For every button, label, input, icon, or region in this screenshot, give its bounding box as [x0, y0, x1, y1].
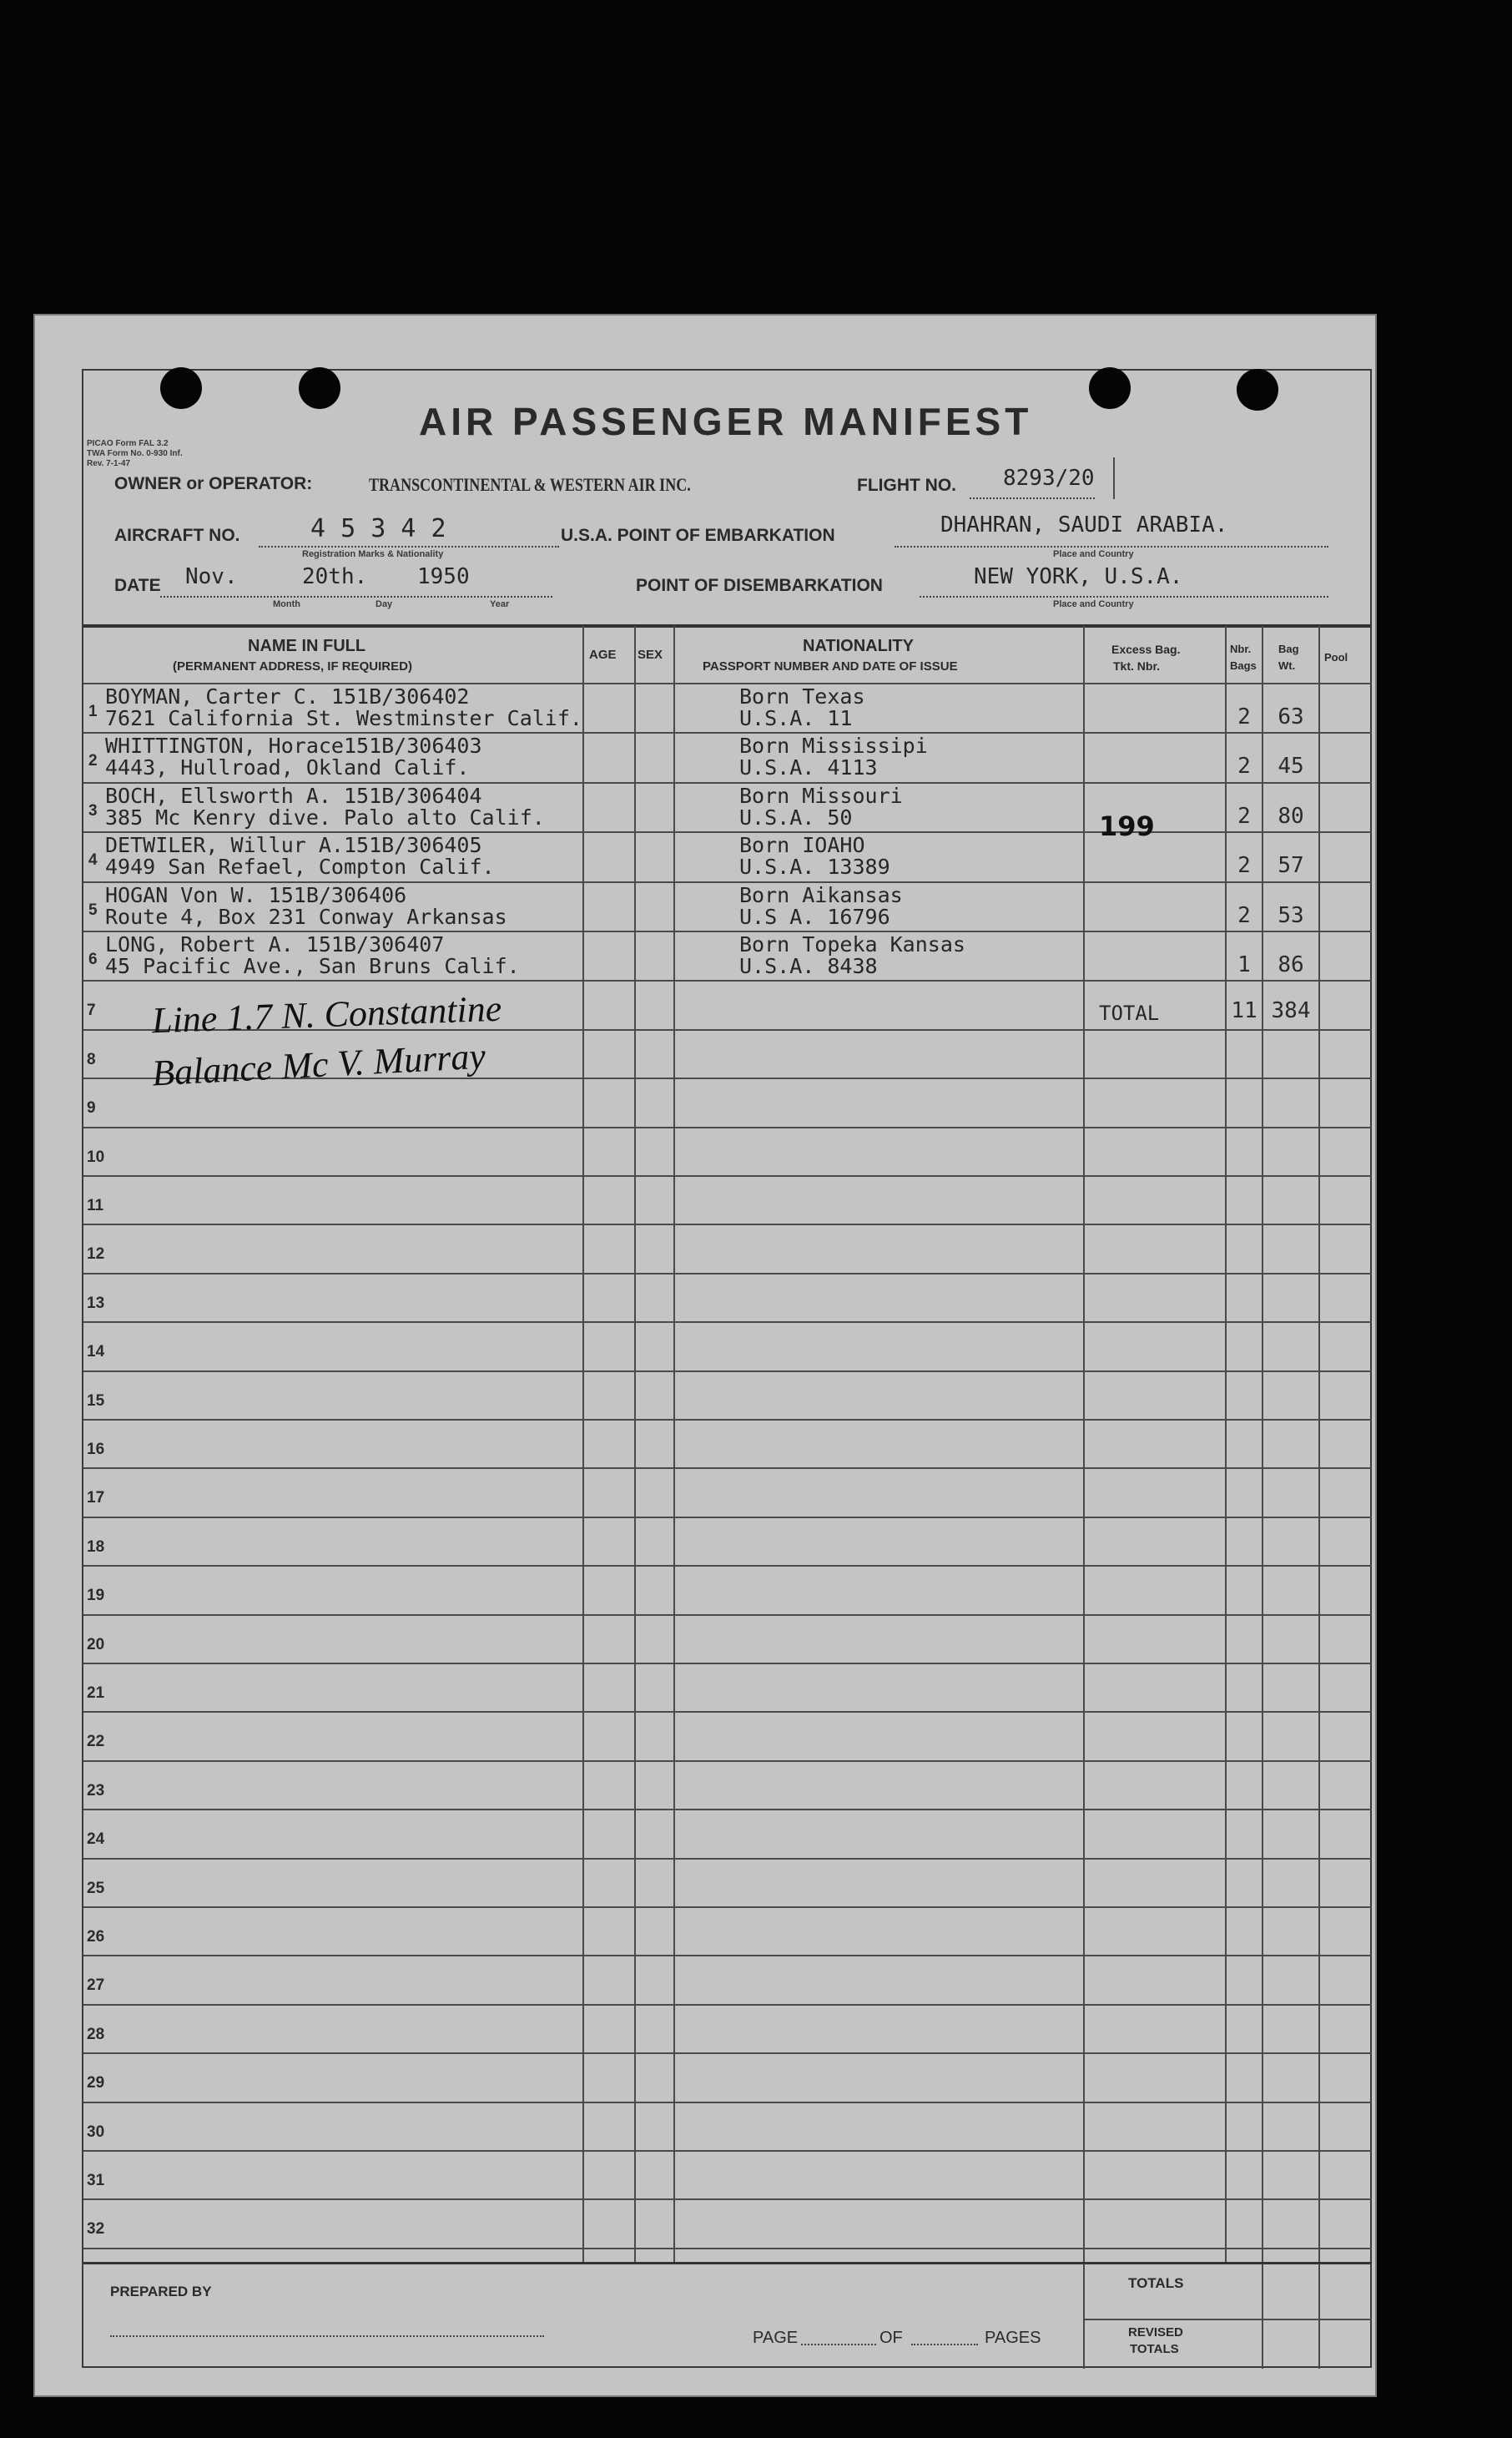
passenger-bags: 2	[1237, 803, 1251, 829]
passenger-bags: 2	[1237, 754, 1251, 780]
row-divider	[83, 980, 1372, 982]
row-divider	[83, 1711, 1372, 1713]
signature: Balance Mc V. Murray	[150, 1035, 486, 1094]
aircraft-sub: Registration Marks & Nationality	[302, 549, 444, 559]
owner-label: OWNER or OPERATOR:	[114, 474, 313, 493]
row-divider	[83, 1614, 1372, 1616]
header-excess-sub: Tkt. Nbr.	[1113, 659, 1161, 673]
pages-label: PAGES	[985, 2329, 1041, 2347]
row-divider	[83, 2248, 1372, 2249]
embark-label: U.S.A. POINT OF EMBARKATION	[561, 526, 835, 545]
header-age: AGE	[589, 648, 617, 662]
row-divider	[83, 1127, 1372, 1128]
passenger-nationality: Born Aikansas	[739, 882, 903, 907]
aircraft-value: 4 5 3 4 2	[310, 514, 446, 543]
row-number: 10	[87, 1148, 105, 1166]
disembark-sub: Place and Country	[1053, 599, 1134, 609]
punch-hole	[1237, 369, 1278, 411]
passenger-address: 45 Pacific Ave., San Bruns Calif.	[105, 954, 520, 978]
row-divider	[83, 1906, 1372, 1908]
header-bag-sub: Wt.	[1278, 659, 1296, 672]
header-nbr-sub: Bags	[1230, 659, 1257, 672]
passenger-bag-weight: 45	[1278, 754, 1304, 780]
form-code: PICAO Form FAL 3.2	[87, 439, 169, 448]
header-nationality-sub: PASSPORT NUMBER AND DATE OF ISSUE	[703, 659, 958, 674]
row-divider	[83, 2004, 1372, 2006]
row-divider	[83, 1273, 1372, 1275]
row-number: 12	[87, 1245, 105, 1263]
totals-label: TOTALS	[1128, 2275, 1184, 2291]
passenger-bag-weight: 80	[1278, 803, 1304, 829]
passenger-passport: U.S.A. 50	[739, 805, 853, 830]
row-number: 18	[87, 1538, 105, 1556]
header-excess: Excess Bag.	[1111, 643, 1181, 656]
row-divider	[83, 1321, 1372, 1323]
total-bags: 11	[1231, 998, 1257, 1023]
row-divider	[83, 2052, 1372, 2054]
row-divider	[83, 1809, 1372, 1810]
page-title: AIR PASSENGER MANIFEST	[419, 400, 1033, 443]
row-number: 3	[88, 801, 98, 820]
row-number: 11	[87, 1197, 104, 1214]
header-bag: Bag	[1278, 643, 1299, 655]
passenger-name: BOYMAN, Carter C. 151B/306402	[105, 684, 470, 709]
row-number: 16	[87, 1441, 105, 1458]
header-name-sub: (PERMANENT ADDRESS, IF REQUIRED)	[173, 659, 412, 674]
passenger-bag-weight: 86	[1278, 952, 1304, 977]
passenger-nationality: Born Texas	[739, 684, 865, 709]
form-code: Rev. 7-1-47	[87, 459, 131, 468]
manifest-sheet	[33, 314, 1377, 2397]
revised-totals-label: REVISED	[1128, 2325, 1183, 2340]
passenger-bags: 2	[1237, 902, 1251, 928]
of-label: OF	[879, 2329, 903, 2347]
row-divider	[83, 1760, 1372, 1762]
disembark-value: NEW YORK, U.S.A.	[974, 564, 1183, 589]
passenger-name: HOGAN Von W. 151B/306406	[105, 882, 407, 907]
punch-hole	[299, 367, 340, 409]
excess-note: 199	[1099, 810, 1155, 842]
header-nbr: Nbr.	[1230, 643, 1252, 655]
date-sub-year: Year	[490, 599, 510, 609]
row-divider	[83, 2198, 1372, 2200]
prepared-by-label: PREPARED BY	[110, 2284, 212, 2299]
row-number: 27	[87, 1976, 105, 1994]
row-divider	[83, 1370, 1372, 1372]
row-divider	[83, 1175, 1372, 1177]
date-month: Nov.	[185, 564, 238, 589]
row-divider	[83, 1517, 1372, 1518]
row-number: 19	[87, 1587, 105, 1604]
row-number: 13	[87, 1295, 105, 1312]
flight-value: 8293/20	[1003, 466, 1095, 491]
row-divider	[83, 2150, 1372, 2152]
header-name: NAME IN FULL	[248, 637, 366, 655]
passenger-bags: 2	[1237, 704, 1251, 729]
row-number: 31	[87, 2172, 105, 2189]
row-number: 22	[87, 1733, 105, 1750]
header-sex: SEX	[638, 648, 663, 662]
date-day: 20th.	[302, 564, 368, 589]
passenger-passport: U.S.A. 8438	[739, 954, 878, 978]
row-number: 32	[87, 2220, 105, 2238]
date-sub-month: Month	[273, 599, 300, 609]
passenger-passport: U.S A. 16796	[739, 904, 890, 929]
passenger-nationality: Born IOAHO	[739, 833, 865, 858]
row-number: 14	[87, 1343, 105, 1360]
row-divider	[83, 1663, 1372, 1664]
row-number: 20	[87, 1636, 105, 1653]
row-number: 29	[87, 2074, 105, 2092]
flight-label: FLIGHT NO.	[857, 476, 956, 495]
passenger-bag-weight: 53	[1278, 902, 1304, 928]
row-divider	[83, 1565, 1372, 1567]
total-wt: 384	[1271, 998, 1311, 1023]
passenger-passport: U.S.A. 13389	[739, 855, 890, 880]
passenger-name: BOCH, Ellsworth A. 151B/306404	[105, 783, 482, 808]
punch-hole	[160, 367, 202, 409]
passenger-address: Route 4, Box 231 Conway Arkansas	[105, 904, 507, 929]
row-divider	[83, 1419, 1372, 1421]
header-nationality: NATIONALITY	[803, 637, 914, 655]
row-divider	[83, 1224, 1372, 1225]
total-label: TOTAL	[1099, 1002, 1160, 1025]
signature: Line 1.7 N. Constantine	[151, 987, 502, 1042]
passenger-name: DETWILER, Willur A.151B/306405	[105, 833, 482, 858]
passenger-address: 385 Mc Kenry dive. Palo alto Calif.	[105, 805, 545, 830]
row-number: 7	[87, 1002, 96, 1019]
passenger-bag-weight: 63	[1278, 704, 1304, 729]
header-pool: Pool	[1324, 651, 1348, 664]
date-sub-day: Day	[375, 599, 393, 609]
passenger-bags: 1	[1237, 952, 1251, 977]
passenger-nationality: Born Topeka Kansas	[739, 932, 965, 957]
passenger-passport: U.S.A. 11	[739, 706, 853, 730]
passenger-address: 4949 San Refael, Compton Calif.	[105, 855, 495, 880]
passenger-name: LONG, Robert A. 151B/306407	[105, 932, 445, 957]
page-label: PAGE	[753, 2329, 799, 2347]
passenger-bags: 2	[1237, 853, 1251, 879]
row-number: 17	[87, 1489, 105, 1507]
embark-sub: Place and Country	[1053, 549, 1134, 559]
row-number: 2	[88, 752, 98, 770]
row-divider	[83, 1858, 1372, 1860]
row-number: 4	[88, 851, 98, 870]
row-number: 28	[87, 2026, 105, 2043]
date-year: 1950	[417, 564, 470, 589]
row-number: 21	[87, 1684, 105, 1702]
row-number: 8	[87, 1051, 96, 1068]
row-number: 15	[87, 1392, 105, 1410]
passenger-name: WHITTINGTON, Horace151B/306403	[105, 734, 482, 759]
owner-value: TRANSCONTINENTAL & WESTERN AIR INC.	[369, 474, 691, 495]
row-number: 9	[87, 1099, 96, 1117]
row-divider	[83, 1467, 1372, 1469]
row-number: 23	[87, 1782, 105, 1799]
row-number: 5	[88, 901, 98, 919]
row-number: 1	[88, 703, 98, 720]
date-label: DATE	[114, 576, 161, 595]
row-number: 6	[88, 951, 98, 968]
passenger-passport: U.S.A. 4113	[739, 755, 878, 780]
passenger-nationality: Born Mississipi	[739, 734, 928, 759]
disembark-label: POINT OF DISEMBARKATION	[636, 576, 883, 595]
row-number: 25	[87, 1880, 105, 1897]
row-divider	[83, 2102, 1372, 2103]
row-number: 24	[87, 1830, 105, 1848]
row-number: 30	[87, 2123, 105, 2141]
row-divider	[83, 1955, 1372, 1956]
revised-totals-label: TOTALS	[1130, 2342, 1179, 2356]
passenger-nationality: Born Missouri	[739, 783, 903, 808]
passenger-address: 7621 California St. Westminster Calif.	[105, 706, 582, 730]
embark-value: DHAHRAN, SAUDI ARABIA.	[940, 512, 1228, 538]
row-number: 26	[87, 1928, 105, 1946]
punch-hole	[1089, 367, 1131, 409]
form-code: TWA Form No. 0-930 Inf.	[87, 449, 183, 458]
passenger-address: 4443, Hullroad, Okland Calif.	[105, 755, 470, 780]
aircraft-label: AIRCRAFT NO.	[114, 526, 240, 545]
passenger-bag-weight: 57	[1278, 853, 1304, 879]
